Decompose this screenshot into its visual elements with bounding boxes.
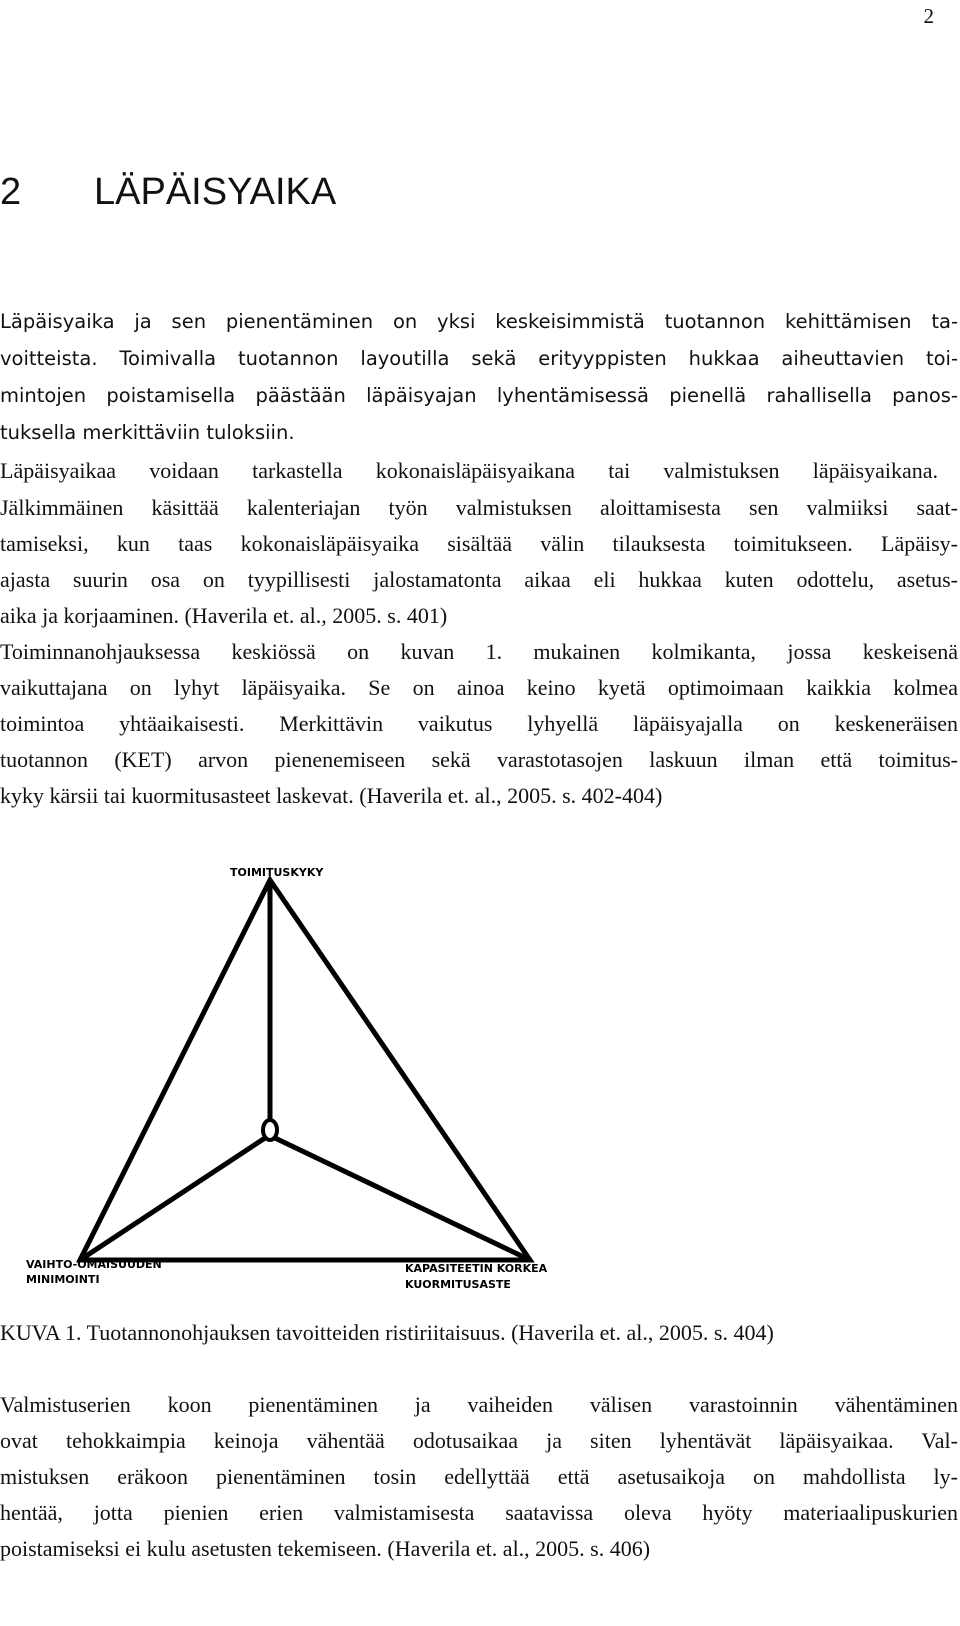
- center-line-right: [275, 1138, 530, 1260]
- paragraph-line: tuotannon (KET) arvon pienenemiseen sekä varastotasojen laskuun ilman että toimitus-: [0, 747, 958, 772]
- top-label: TOIMITUSKYKY: [230, 866, 324, 879]
- paragraph-line: mistuksen eräkoon pienentäminen tosin edellyttää että asetusaikoja on mahdollista ly-: [0, 1464, 958, 1489]
- chapter-number: 2: [0, 171, 22, 213]
- paragraph-line: Läpäisyaikaa voidaan tarkastella kokonaisläpäisyaikana tai valmistuksen läpäisyaikana.: [0, 458, 938, 483]
- chapter-title: LÄPÄISYAIKA: [94, 171, 337, 213]
- triangle-outline: [80, 880, 530, 1260]
- paragraph-line: Jälkimmäinen käsittää kalenteriajan työn valmistuksen aloittamisesta sen valmiiksi saat-: [0, 495, 958, 520]
- right-label-line1: KAPASITEETIN KORKEA: [405, 1262, 548, 1275]
- center-node: [263, 1120, 277, 1140]
- right-label-line2: KUORMITUSASTE: [405, 1278, 511, 1291]
- paragraph-line: Toiminnanohjauksessa keskiössä on kuvan 1. mukainen kolmikanta, jossa keskeisenä: [0, 639, 958, 664]
- paragraph-line: tuksella merkittäviin tuloksiin.: [0, 421, 295, 444]
- paragraph-line: Läpäisyaika ja sen pienentäminen on yksi keskeisimmistä tuotannon kehittämisen ta-: [0, 310, 958, 333]
- paragraph-line: Valmistuserien koon pienentäminen ja vaiheiden välisen varastoinnin vähentäminen: [0, 1392, 958, 1417]
- paragraph-line: tamiseksi, kun taas kokonaisläpäisyaika sisältää välin tilauksesta toimitukseen. Läpäisy-: [0, 531, 958, 556]
- paragraph-line: ajasta suurin osa on tyypillisesti jalostamatonta aikaa eli hukkaa kuten odottelu, asetus-: [0, 567, 958, 592]
- paragraph-line: aika ja korjaaminen. (Haverila et. al., 2005. s. 401): [0, 603, 448, 628]
- page-number: 2: [923, 4, 934, 28]
- chapter-heading: [0, 171, 336, 214]
- triangle-diagram: [0, 860, 640, 1310]
- paragraph-line: ovat tehokkaimpia keinoja vähentää odotusaikaa ja siten lyhentävät läpäisyaikaa. Val-: [0, 1428, 958, 1453]
- paragraph-line: vaikuttajana on lyhyt läpäisyaika. Se on ainoa keino kyetä optimoimaan kaikkia kolmea: [0, 675, 958, 700]
- left-label-line1: VAIHTO-OMAISUUDEN: [26, 1258, 162, 1271]
- paragraph-line: kyky kärsii tai kuormitusasteet laskevat. (Haverila et. al., 2005. s. 402-404): [0, 783, 663, 808]
- paragraph-line: poistamiseksi ei kulu asetusten tekemiseen. (Haverila et. al., 2005. s. 406): [0, 1536, 651, 1561]
- left-label-line2: MINIMOINTI: [26, 1273, 100, 1286]
- figure-caption: KUVA 1. Tuotannonohjauksen tavoitteiden ristiriitaisuus. (Haverila et. al., 2005. s. 404): [0, 1320, 774, 1345]
- paragraph-line: voitteista. Toimivalla tuotannon layoutilla sekä erityyppisten hukkaa aiheuttavien toi-: [0, 347, 958, 370]
- paragraph-line: hentää, jotta pienien erien valmistamisesta saatavissa oleva hyöty materiaalipuskurien: [0, 1500, 958, 1525]
- paragraph-line: mintojen poistamisella päästään läpäisyajan lyhentämisessä pienellä rahallisella panos-: [0, 384, 958, 407]
- paragraph-line: toimintoa yhtäaikaisesti. Merkittävin vaikutus lyhyellä läpäisyajalla on keskeneräisen: [0, 711, 958, 736]
